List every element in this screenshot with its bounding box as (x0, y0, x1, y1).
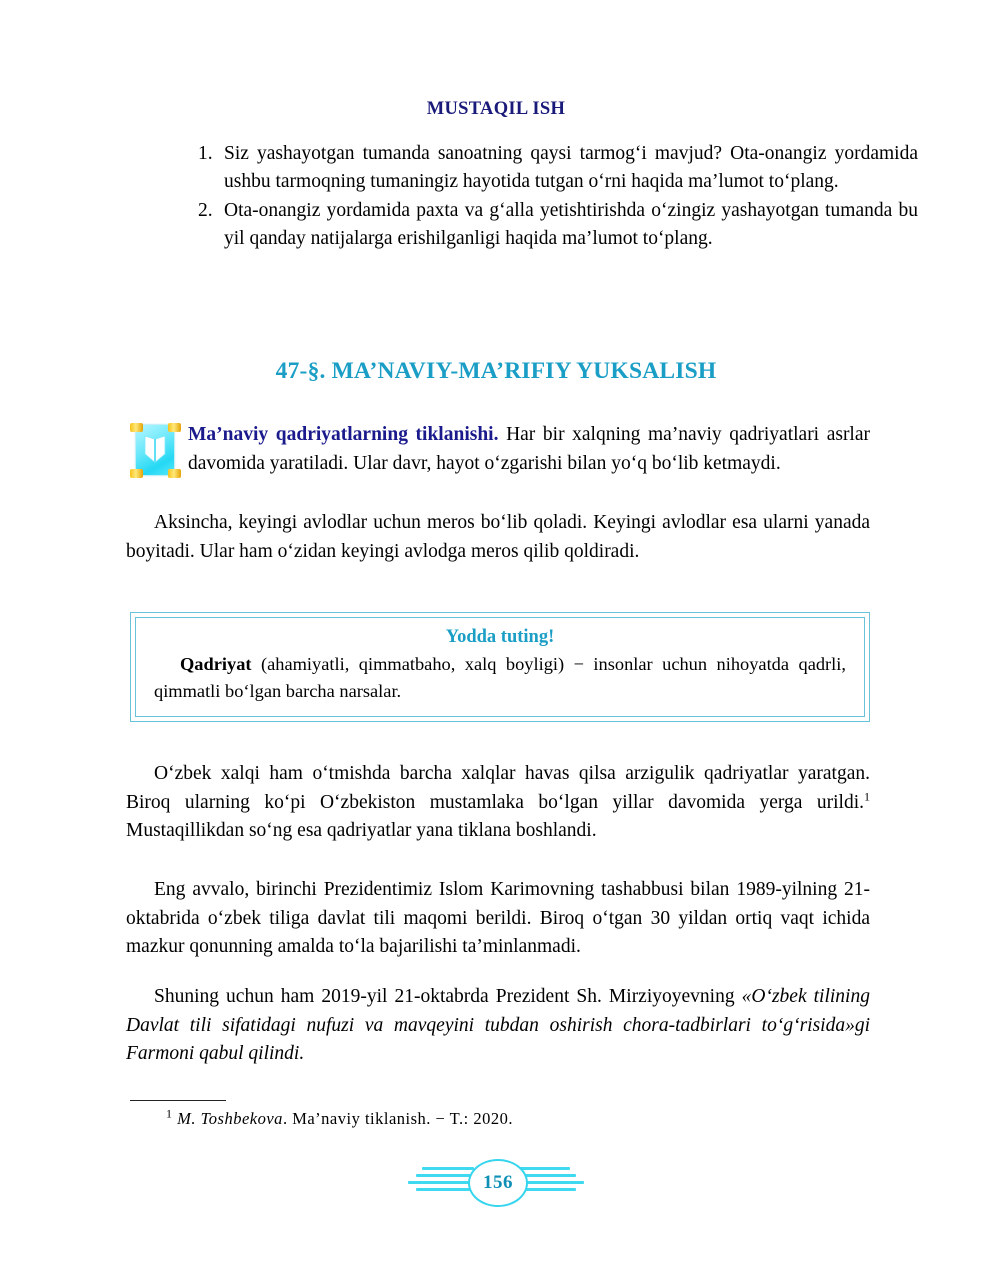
list-item-number: 1. (198, 143, 213, 164)
paragraph-aksincha: Aksincha, keyingi avlodlar uchun meros bo‘lib qoladi. Keyingi avlodlar esa ularni yanada boyitadi. Ular ham o‘zidan keyingi avlodga meros qilib qoldiradi. (126, 512, 870, 562)
page-number: 156 (483, 1172, 513, 1193)
paragraph-shuning-part1: Shuning uchun ham 2019-yil 21-oktabrda Prezident Sh. Mirziyoyevning (154, 986, 742, 1007)
note-box-inner (135, 617, 865, 717)
note-box (130, 612, 870, 722)
page-number-ornament (406, 1159, 586, 1205)
list-item (198, 140, 918, 197)
list-item-text: Siz yashayotgan tumanda sanoatning qaysi tarmog‘i mavjud? Ota-onangiz yordamida ushbu tarmoqning tumaningiz hayotida tutgan o‘rni haqida ma’lumot to‘plang. (224, 143, 918, 193)
note-box-body (154, 651, 846, 705)
task-list (198, 140, 918, 254)
paragraph-shuning-uchun (126, 983, 870, 1069)
icon-text-wrap-spacer (126, 421, 188, 499)
ornament-wing-left (408, 1167, 474, 1195)
mustaqil-ish-heading: MUSTAQIL ISH (426, 99, 566, 119)
footnote-marker: 1 (864, 789, 870, 804)
list-item-text: Ota-onangiz yordamida paxta va g‘alla yetishtirishda o‘zingiz yashayotgan tumanda bu yil qanday natijalarga erishilganligi haqida ma’lumot to‘plang. (224, 199, 918, 250)
note-box-title: Yodda tuting! (445, 627, 555, 647)
section-heading: 47-§. MA’NAVIY-MA’RIFIY YUKSALISH (275, 358, 717, 384)
footnote-author: M. Toshbekova (177, 1109, 283, 1128)
footnote-number: 1 (166, 1106, 173, 1121)
paragraph-lead-bold: Ma’naviy qadriyatlarning tiklanishi. (188, 424, 499, 445)
footnote-rest: . Ma’naviy tiklanish. − T.: 2020. (282, 1109, 513, 1128)
paragraph-eng-avvalo: Eng avvalo, birinchi Prezidentimiz Islom Karimovning tashabbusi bilan 1989-yilning 21-oktabrida o‘zbek tiliga davlat tili maqomi berildi. Biroq o‘tgan 30 yildan ortiq vaqt ichida mazkur qonunning amalda to‘la bajarilishi ta’minlanmadi. (126, 879, 870, 958)
paragraph-ozbek-xalqi (126, 760, 870, 846)
decree-title-italic: «O‘zbek tilining Davlat tili sifatidagi nufuzi va mavqeyini tubdan oshirish chora-tadbirlari to‘g‘risida»gi Farmoni qabul qilindi. (126, 986, 870, 1065)
paragraph-lead (126, 421, 870, 499)
page-number-circle (468, 1159, 528, 1207)
note-definition: (ahamiyatli, qimmatbaho, xalq boyligi) − insonlar uchun nihoyatda qadrli, qimmatli bo‘lgan barcha narsalar. (154, 654, 846, 701)
footnote (126, 1107, 870, 1130)
list-item-number: 2. (198, 199, 213, 221)
note-term: Qadriyat (180, 654, 252, 674)
list-item (198, 197, 918, 254)
footnote-separator (130, 1100, 226, 1101)
paragraph-ozbek-part1: O‘zbek xalqi ham o‘tmishda barcha xalqlar havas qilsa arzigulik qadriyatlar yaratgan. Biroq ularning ko‘pi O‘zbekiston mustamlaka bo‘lgan yillar davomida yerga urildi. (126, 763, 870, 813)
paragraph-lead-rest: Har bir xalqning ma’naviy qadriyatlari asrlar davomida yaratiladi. Ular davr, hayot o‘zgarishi bilan yo‘q bo‘lib ketmaydi. (188, 424, 871, 474)
page-footer (0, 1159, 992, 1205)
paragraph-ozbek-part2: Mustaqillikdan so‘ng esa qadriyatlar yana tiklana boshlandi. (126, 820, 597, 842)
